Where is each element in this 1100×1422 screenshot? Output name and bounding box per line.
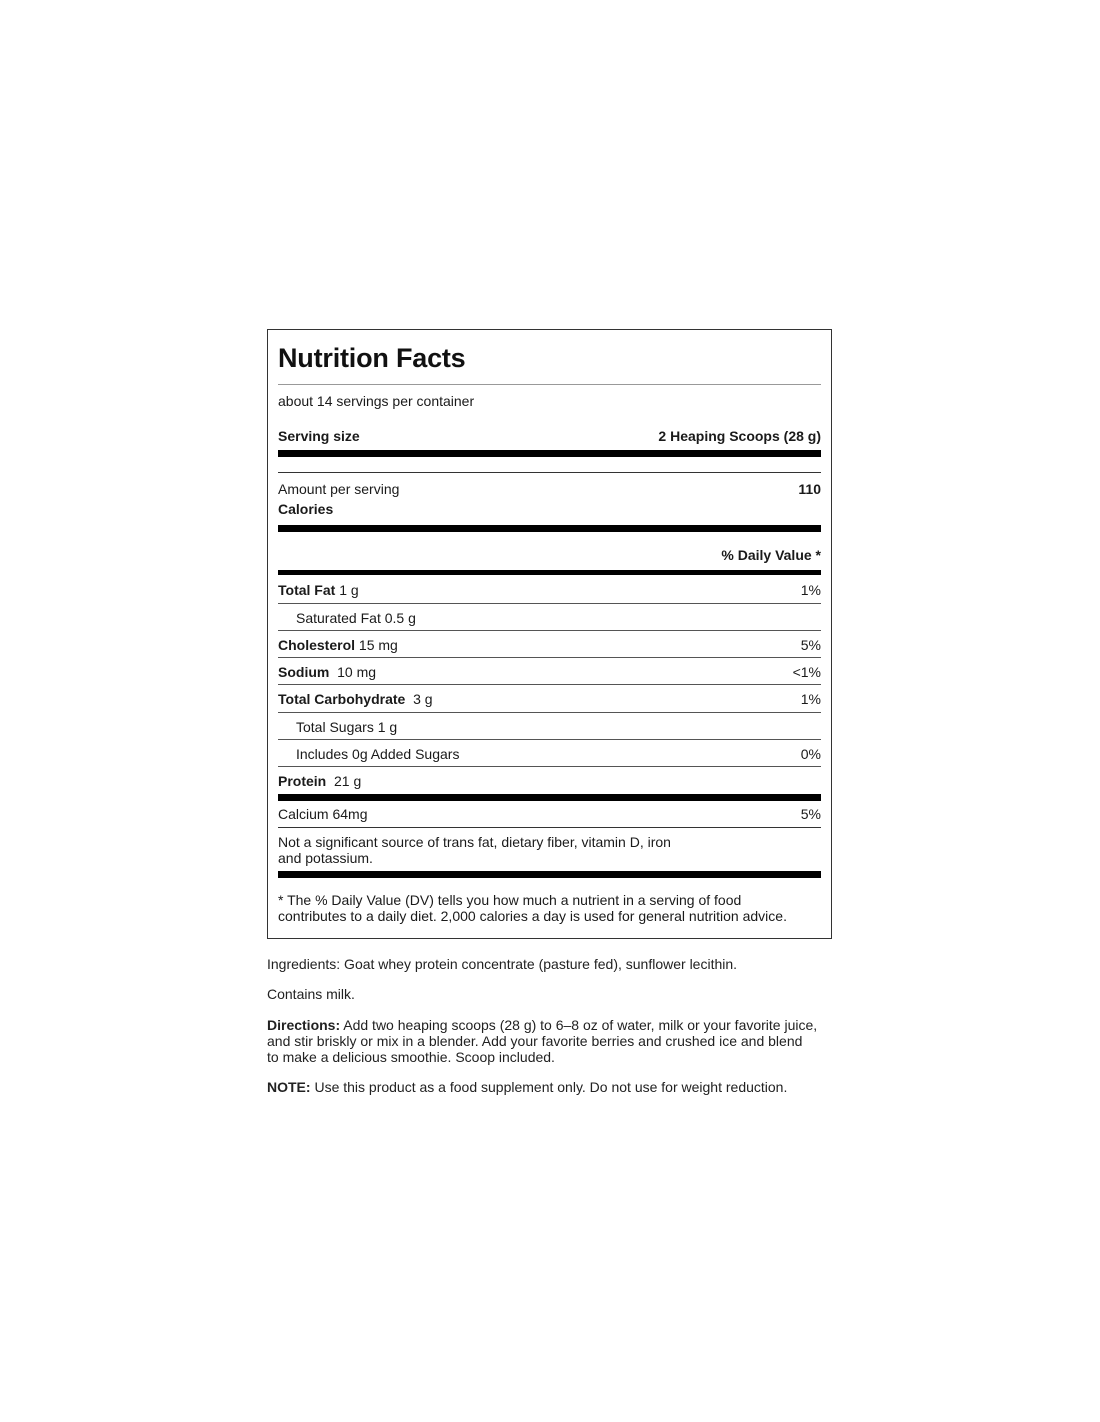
nutrient-dv: 5%: [800, 806, 821, 822]
nutrient-row-calcium: [278, 806, 821, 823]
nutrient-row-protein: [278, 773, 821, 790]
nutrient-name: Total Carbohydrate: [278, 691, 406, 707]
directions-line-2: and stir briskly or mix in a blender. Add your favorite berries and crushed ice and blend: [267, 1033, 803, 1049]
calories-value: 110: [798, 481, 821, 497]
not-significant-line-2: and potassium.: [278, 850, 373, 866]
divider: [278, 472, 821, 473]
not-significant-source-note: [278, 834, 821, 866]
divider: [278, 827, 821, 828]
contains-text: Contains milk.: [267, 986, 355, 1002]
nutrient-name: Calcium 64mg: [278, 806, 368, 822]
divider: [278, 630, 821, 631]
nutrient-amount: 21 g: [334, 773, 362, 789]
daily-value-header: % Daily Value *: [721, 547, 821, 563]
nutrient-name: Saturated Fat 0.5 g: [296, 610, 416, 626]
nutrient-row-cholesterol: [278, 637, 821, 654]
nutrient-row-saturated-fat: [278, 610, 821, 627]
divider: [278, 766, 821, 767]
nutrient-dv: 1%: [800, 582, 821, 598]
daily-value-header-row: [278, 547, 821, 564]
directions-text: [267, 1017, 847, 1065]
directions-label: Directions:: [267, 1017, 341, 1033]
nutrient-row-sodium: [278, 664, 821, 681]
thick-divider: [278, 525, 821, 532]
amount-per-serving-row: [278, 481, 821, 498]
calories-label: Calories: [278, 501, 334, 517]
note-body: Use this product as a food supplement only. Do not use for weight reduction.: [314, 1079, 788, 1095]
divider: [278, 384, 821, 385]
divider: [278, 684, 821, 685]
nutrient-row-total-carbohydrate: [278, 691, 821, 708]
amount-per-serving-label: Amount per serving: [278, 481, 400, 497]
not-significant-line-1: Not a significant source of trans fat, dietary fiber, vitamin D, iron: [278, 834, 671, 850]
divider: [278, 739, 821, 740]
nutrient-amount: 10 mg: [337, 664, 377, 680]
nutrition-facts-title: Nutrition Facts: [278, 343, 466, 373]
nutrient-row-total-fat: [278, 582, 821, 599]
note-label: NOTE:: [267, 1079, 311, 1095]
ingredients-text: Ingredients: Goat whey protein concentrate (pasture fed), sunflower lecithin.: [267, 956, 738, 972]
nutrient-row-added-sugars: [278, 746, 821, 763]
servings-per-container: about 14 servings per container: [278, 393, 475, 409]
daily-value-footnote: [278, 892, 821, 924]
thick-divider: [278, 450, 821, 457]
nutrient-dv: 5%: [800, 637, 821, 653]
nutrient-row-total-sugars: [278, 719, 821, 736]
footnote-line-2: contributes to a daily diet. 2,000 calories a day is used for general nutrition advice.: [278, 908, 787, 924]
serving-size-label: Serving size: [278, 428, 360, 444]
divider: [278, 712, 821, 713]
thick-divider: [278, 794, 821, 801]
nutrient-amount: 15 mg: [358, 637, 398, 653]
nutrient-dv: 0%: [800, 746, 821, 762]
calories-row: [278, 501, 821, 518]
divider: [278, 603, 821, 604]
nutrient-amount: 1 g: [339, 582, 359, 598]
medium-divider: [278, 570, 821, 575]
nutrient-name: Includes 0g Added Sugars: [296, 746, 460, 762]
nutrient-name: Total Fat: [278, 582, 336, 598]
directions-line-3: to make a delicious smoothie. Scoop included.: [267, 1049, 555, 1065]
nutrient-dv: 1%: [800, 691, 821, 707]
nutrition-facts-panel: [267, 329, 832, 939]
thick-divider: [278, 871, 821, 878]
directions-line-1: Add two heaping scoops (28 g) to 6–8 oz of water, milk or your favorite juice,: [343, 1017, 818, 1033]
nutrient-name: Cholesterol: [278, 637, 356, 653]
nutrient-amount: 3 g: [413, 691, 433, 707]
footnote-line-1: * The % Daily Value (DV) tells you how much a nutrient in a serving of food: [278, 892, 742, 908]
divider: [278, 657, 821, 658]
nutrient-name: Sodium: [278, 664, 330, 680]
nutrient-name: Protein: [278, 773, 327, 789]
serving-size-row: [278, 428, 821, 445]
nutrient-name: Total Sugars 1 g: [296, 719, 398, 735]
serving-size-value: 2 Heaping Scoops (28 g): [658, 428, 821, 444]
nutrient-dv: <1%: [792, 664, 821, 680]
note-text: [267, 1079, 847, 1095]
